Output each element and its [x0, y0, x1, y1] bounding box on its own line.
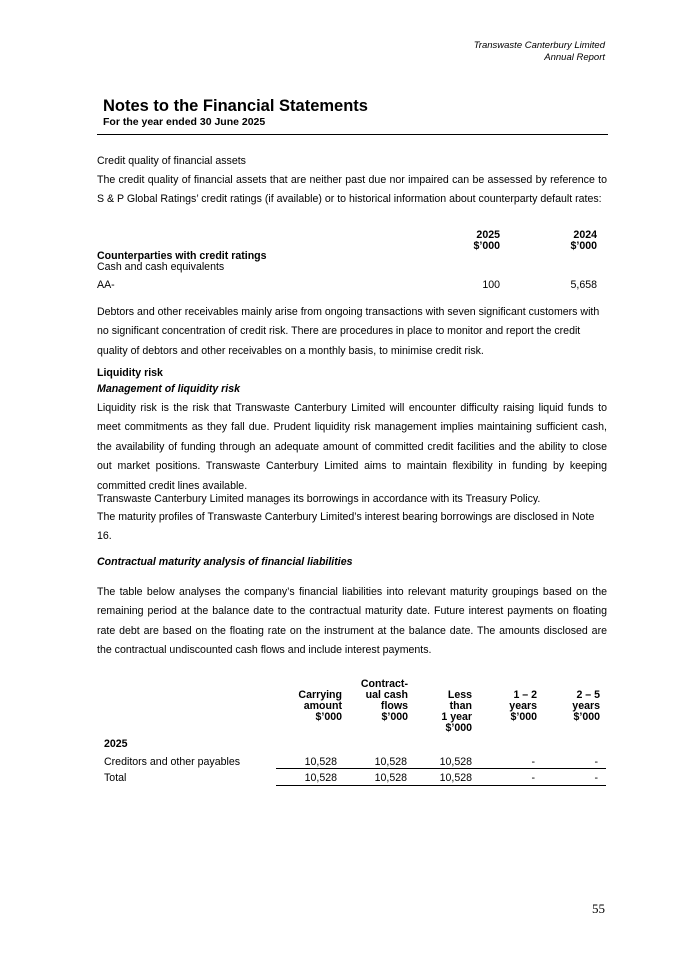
th-line: years: [572, 700, 600, 712]
page-title: Notes to the Financial Statements: [103, 97, 368, 115]
page-subtitle: For the year ended 30 June 2025: [103, 116, 266, 128]
credit-row-label: AA-: [97, 279, 115, 291]
th-less-than-1-year: [412, 690, 472, 734]
maturity-paragraph: The table below analyses the company’s financial liabilities into relevant maturity groupings based on the remaining period at the balance date to the contractual maturity date. Future interest payments on floating rate debt are based on the floating rate on the instrument at the balance date. The amounts disclosed are the contractual undiscounted cash flows and include interest payments.: [97, 586, 607, 657]
th-line: $’000: [315, 711, 342, 723]
row-creditors-1-2y: -: [531, 756, 535, 768]
credit-heading: Credit quality of financial assets: [97, 155, 246, 167]
th-line: Carrying: [298, 689, 342, 701]
credit-col-2025: [440, 230, 500, 252]
th-contractual-cash-flows: [346, 679, 408, 723]
row-creditors-carrying: 10,528: [304, 756, 337, 768]
th-line: $’000: [573, 711, 600, 723]
liquidity-heading: Liquidity risk: [97, 367, 163, 379]
header-company: Transwaste Canterbury Limited: [473, 40, 605, 51]
th-carrying-amount: [275, 690, 342, 723]
title-block: [103, 96, 368, 129]
th-line: flows: [380, 700, 408, 712]
maturity-year-label: 2025: [104, 738, 128, 750]
credit-table-subheading: Cash and cash equivalents: [97, 261, 225, 273]
row-total-1-2y: -: [531, 772, 535, 784]
treasury-paragraph: Transwaste Canterbury Limited manages its borrowings in accordance with its Treasury Policy.: [97, 493, 541, 505]
liquidity-subheading: Management of liquidity risk: [97, 383, 241, 395]
th-line: than: [449, 700, 472, 712]
th-line: 2 – 5: [576, 689, 600, 701]
th-line: $’000: [381, 711, 408, 723]
th-line: years: [509, 700, 537, 712]
credit-row-2024: 5,658: [570, 279, 597, 291]
th-line: ual cash: [365, 689, 408, 701]
maturity-profile-paragraph: The maturity profiles of Transwaste Canterbury Limited’s interest bearing borrowings are disclosed in Note 16.: [97, 511, 595, 543]
row-total-less-1y: 10,528: [439, 772, 472, 784]
credit-row-2025: 100: [482, 279, 500, 291]
total-rule: [276, 785, 606, 786]
th-line: Less: [447, 689, 472, 701]
row-total-2-5y: -: [594, 772, 598, 784]
col-2024-label: 2024: [573, 229, 597, 241]
row-creditors-2-5y: -: [594, 756, 598, 768]
col-2025-unit: $’000: [473, 240, 500, 252]
title-rule: [97, 134, 608, 135]
row-total-label: Total: [104, 772, 127, 784]
debtors-paragraph: Debtors and other receivables mainly arise from ongoing transactions with seven significant customers with no significant concentration of credit risk. There are procedures in place to monitor and report the credit quality of debtors and other receivables on a monthly basis, to minimise credit risk.: [97, 306, 600, 357]
th-line: $’000: [445, 722, 472, 734]
liquidity-paragraph: Liquidity risk is the risk that Transwaste Canterbury Limited will encounter difficulty raising liquid funds to meet commitments as they fall due. Prudent liquidity risk management implies maintaining sufficient cash, the availability of funding through an adequate amount of committed credit facilities and the ability to close out market positions. Transwaste Canterbury Limited aims to maintain flexibility in funding by keeping committed credit lines available.: [97, 402, 607, 492]
row-creditors-contractual: 10,528: [374, 756, 407, 768]
th-line: amount: [303, 700, 342, 712]
credit-paragraph: The credit quality of financial assets that are neither past due nor impaired can be assessed by reference to S & P Global Ratings’ credit ratings (if available) or to historical information about counterparty default rates:: [97, 174, 607, 206]
row-rule: [276, 768, 606, 769]
row-creditors-label: Creditors and other payables: [104, 756, 241, 768]
row-total-carrying: 10,528: [304, 772, 337, 784]
th-1-2-years: [477, 690, 537, 723]
row-total-contractual: 10,528: [374, 772, 407, 784]
th-line: Contract-: [360, 678, 408, 690]
th-line: $’000: [510, 711, 537, 723]
credit-col-2024: [537, 230, 597, 252]
col-2024-unit: $’000: [570, 240, 597, 252]
page-number: 55: [592, 901, 605, 916]
th-line: 1 year: [441, 711, 472, 723]
credit-table-heading: Counterparties with credit ratings: [97, 250, 267, 262]
th-line: 1 – 2: [513, 689, 537, 701]
row-creditors-less-1y: 10,528: [439, 756, 472, 768]
col-2025-label: 2025: [476, 229, 500, 241]
header-report: Annual Report: [544, 52, 605, 63]
th-2-5-years: [540, 690, 600, 723]
running-header: [474, 40, 605, 64]
maturity-heading: Contractual maturity analysis of financial liabilities: [97, 556, 353, 568]
